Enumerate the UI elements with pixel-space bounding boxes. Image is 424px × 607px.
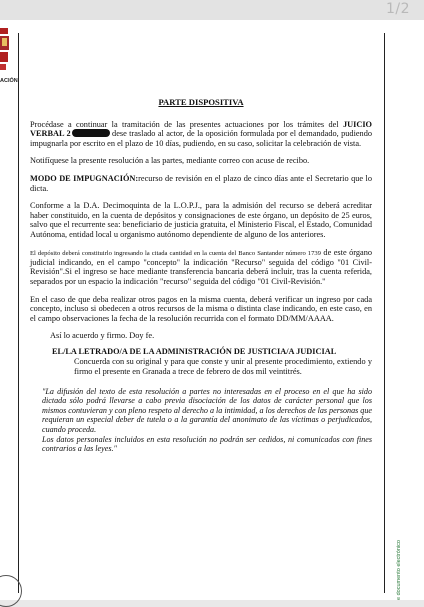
paragraph-deposito: Conforme a la D.A. Decimoquinta de la L.O.P.J., para la admisión del recurso se deberá acreditar haber constituido, en la cuenta de depósitos y consignaciones de este órgano, un depósito de 25 euros, salvo que el recurrente sea: beneficiario de justicia gratuita, el Ministerio Fiscal, el Estado, Comunidad Autónoma, entidad local u organismo autónomo dependiente de alguno de los anteriores.: [30, 201, 372, 239]
left-margin-rule: [18, 33, 19, 593]
paragraph-otros-pagos: En el caso de que deba realizar otros pagos en la misma cuenta, deberá verificar un ingreso por cada concepto, incluso si obedecen a otros recursos de la misma o distinta clase indicando, en este caso, en el campo observaciones la fecha de la resolución recurrida con el formato DD/MM/AAAA.: [30, 294, 372, 323]
privacy-notice-2: Los datos personales incluidos en esta resolución no podrán ser cedidos, ni comunicados con fines contrarios a las leyes.": [42, 434, 372, 454]
cuenta-small-text: El depósito deberá constituirlo ingresando la citada cantidad en la cuenta del Banco Santander número 1739: [30, 249, 321, 257]
paragraph-impugnacion: [30, 174, 372, 193]
privacy-notice-1: "La difusión del texto de esta resolución a partes no interesadas en el proceso en el que ha sido dictada sólo podrá llevarse a cabo previa disociación de los datos de carácter personal que los mismos contuvieran y con pleno respeto al derecho a la intimidad, a los derechos de las personas que requieran un especial deber de tutela o a la garantía del anonimato de las víctimas o perjudicados, cuando proceda.: [42, 386, 372, 435]
redaction-mark: [72, 129, 110, 137]
signature-block: [50, 347, 372, 377]
coat-of-arms-icon: [0, 28, 10, 72]
case-reference: JUICIO VERBAL 2: [30, 119, 373, 139]
page-indicator: 1/2: [385, 1, 410, 17]
electronic-document-stamp: e documento electrónico: [396, 540, 402, 600]
paragraph-firma: Así lo acuerdo y firmo. Doy fe.: [50, 331, 155, 341]
cuenta-text: de este órgano judicial indicando, en el campo "concepto" la indicación "Recurso" seguida del código "01 Civil-Revisión".Si el ingreso se hace mediante transferencia bancaria deberá incluir, tras la cuenta referida, separados por un espacio la indicación "recurso" seguida del código "01 Civil-Revisión.": [30, 247, 372, 286]
document-body: [30, 98, 372, 454]
crest-caption: ACIÓN: [0, 78, 18, 84]
paragraph-cuenta: [30, 248, 372, 287]
paragraph-tramitacion: [30, 120, 372, 149]
p1-text-a: Procédase a continuar la tramitación de las presentes actuaciones por los trámites del: [30, 119, 339, 129]
p1-text-b: dese traslado al actor, de la oposición formulada por el demandado, pudiendo impugnarla por escrito en el plazo de 10 días, pudiendo, en su caso, solicitar la celebración de vista.: [30, 129, 372, 148]
section-heading: PARTE DISPOSITIVA: [158, 97, 244, 107]
viewer-toolbar: [0, 0, 424, 20]
paragraph-notificacion: Notifíquese la presente resolución a las partes, mediante correo con acuse de recibo.: [30, 156, 310, 166]
impugnacion-label: MODO DE IMPUGNACIÓN:: [30, 173, 139, 183]
signature-heading: EL/LA LETRADO/A DE LA ADMINISTRACIÓN DE JUSTICIA/A JUDICIAL: [52, 346, 337, 356]
privacy-notice: [30, 387, 372, 454]
impugnacion-text: recurso de revisión en el plazo de cinco días ante el Secretario que lo dicta.: [30, 173, 372, 193]
right-margin-rule: [384, 33, 385, 593]
signature-text: Concuerda con su original y para que conste y unir al presente procedimiento, extiendo y firmo el presente en Granada a trece de febrero de dos mil veintitrés.: [74, 357, 372, 377]
